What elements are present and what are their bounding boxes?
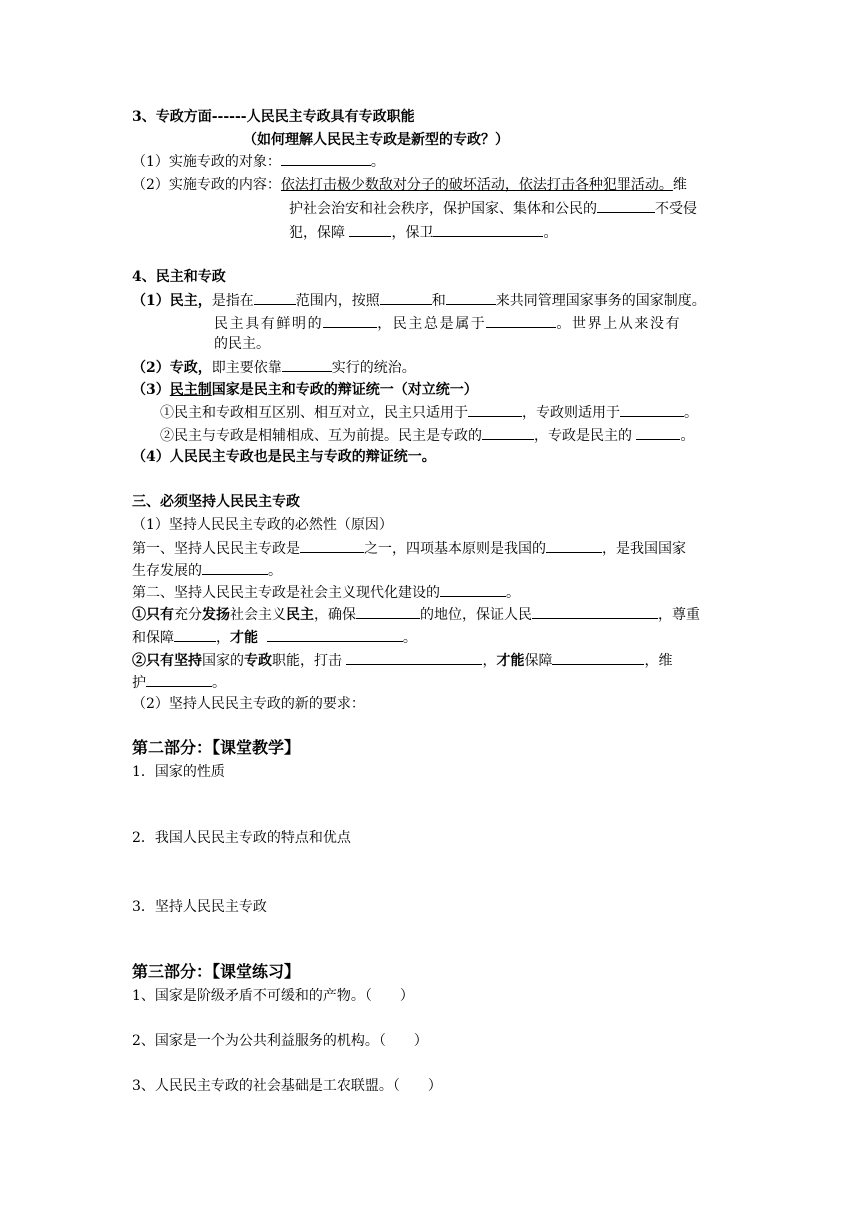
part3-d-end: 。 [212,675,226,691]
blank[interactable] [346,650,482,665]
s4-p3-item2 [160,425,694,445]
s4-p1-text: 是指在 [211,293,254,309]
part-two-item-3: 3．坚持人民民主专政 [132,899,267,915]
s3-item2-line2-end: 不受侵 [655,201,697,217]
s4-p1-text2: 范围内，按照 [295,293,380,309]
s3-item2-line3-text: 犯，保障 [289,225,345,241]
part3-d-text8: ，维 [644,653,673,669]
part-two-title: 第二部分：【课堂教学】 [132,738,301,757]
s3-item2-line3 [289,222,557,242]
blank[interactable] [636,425,680,440]
blank[interactable] [323,313,377,328]
s3-item2 [132,175,687,195]
s4-p1-text4: 来共同管理国家事务的国家制度。 [495,293,706,309]
part3-c-text11: 才能 [230,630,258,646]
part-three-item-2: 2、国家是一个为公共利益服务的机构。（ ） [132,1033,428,1049]
part3-d-text3: 专政 [244,653,272,669]
part3-d-text7: 保障 [524,653,553,669]
blank[interactable] [281,151,371,166]
part-two-item-1: 1．国家的性质 [132,764,225,780]
s4-p3-item1 [160,402,698,422]
part3-c-text2: 充分 [174,607,202,623]
part3-c-line2 [132,627,417,647]
s4-p1-line2-text2: ，民主总是属于 [377,316,487,332]
blank[interactable] [546,538,602,553]
blank[interactable] [468,402,522,417]
part3-n1: （1）坚持人民民主专政的必然性（原因） [132,517,393,533]
part-three-title: 第三部分：【课堂练习】 [132,962,301,981]
part3-a-text3: ，是我国国家 [602,541,686,557]
s4-p1-line2-text: 民主具有鲜明的 [214,316,324,332]
part3-c-line1 [132,604,700,624]
blank[interactable] [300,538,364,553]
s4-p1-line2 [214,313,681,333]
part-two-item-2: 2．我国人民民主专政的特点和优点 [132,830,351,846]
blank[interactable] [486,313,556,328]
part3-a-text2: 之一，四项基本原则是我国的 [364,541,546,557]
s3-item2-line3-mid: ，保卫 [391,225,434,241]
part3-c-text10: ， [216,630,230,646]
s4-p3-item2-text2: ，专政是民主的 [534,428,632,444]
part3-d-text9: 护 [132,675,146,691]
blank[interactable] [552,650,644,665]
s3-item2-text: （2）实施专政的内容： [132,177,281,193]
s4-p1 [132,290,706,310]
part3-c-text9: 和保障 [132,630,174,646]
blank[interactable] [446,290,496,305]
s3-item2-line2 [289,198,697,218]
s4-p3-item2-text: ②民主与专政是相辅相成、互为前提。民主是专政的 [160,428,482,444]
blank[interactable] [597,198,655,213]
part3-d-text4: 职能，打击 [272,653,342,669]
part3-c-text3: 发扬 [202,607,230,623]
s4-p3-item1-text: ①民主和专政相互区别、相互对立，民主只适用于 [160,405,468,421]
s4-p4: （4）人民民主专政也是民主与专政的辩证统一。 [132,449,436,465]
blank[interactable] [620,402,684,417]
s4-p2-text2: 实行的统治。 [331,360,416,376]
s3-title: 3、专政方面------人民民主专政具有专政职能 [132,109,415,125]
part3-a-text4: 生存发展的 [132,563,202,579]
s4-p3-item2-end: 。 [680,428,695,444]
s4-p2 [132,357,416,377]
blank[interactable] [254,290,296,305]
part3-c-text8: ，尊重 [658,607,700,623]
part3-a-line1 [132,538,686,558]
s4-p3-underlined: 民主制 [169,382,212,398]
blank[interactable] [349,222,391,237]
blank[interactable] [433,222,543,237]
s4-p2-text: 即主要依靠 [211,360,282,376]
blank[interactable] [440,582,506,597]
s4-p3 [132,380,478,400]
s4-p1-line2-text3: 。世界上从来没有 [556,316,682,332]
part-three-item-1: 1、国家是阶级矛盾不可缓和的产物。（ ） [132,988,414,1004]
part3-b-end: 。 [506,585,520,601]
part3-d-line2 [132,672,226,692]
s4-p1-text3: 和 [431,293,446,309]
part3-b-text: 第二、坚持人民民主专政是社会主义现代化建设的 [132,585,440,601]
s3-question: （如何理解人民民主专政是新型的专政？） [243,132,509,148]
part3-d-text6: 才能 [496,653,525,669]
part3-b-line [132,582,520,602]
part3-c-text5: 民主 [286,607,314,623]
s3-item1-text: （1）实施专政的对象： [132,154,281,170]
part3-a-text1: 第一、坚持人民民主专政是 [132,541,300,557]
part3-c-text6: ，确保 [314,607,356,623]
blank[interactable] [282,357,332,372]
s4-title: 4、民主和专政 [132,269,226,285]
part3-a-line2 [132,560,282,580]
part3-c-text7: 的地位，保证人民 [420,607,532,623]
blank[interactable] [267,627,403,642]
blank[interactable] [532,604,658,619]
part3-n2: （2）坚持人民民主专政的新的要求： [132,696,365,712]
part3-c-text4: 社会主义 [230,607,286,623]
blank[interactable] [482,425,534,440]
part3-c-end: 。 [402,630,417,646]
s4-p3-label: （3） [132,382,170,398]
blank[interactable] [202,560,268,575]
part3-title: 三、必须坚持人民民主专政 [132,494,300,510]
s3-item2-line3-end: 。 [543,225,558,241]
part3-a-end: 。 [268,563,282,579]
part3-c-text1: ①只有 [132,607,174,623]
s4-p1-label: （1）民主， [132,293,212,309]
s4-p1-line3: 的民主。 [214,336,270,352]
s3-item2-line2-text: 护社会治安和社会秩序，保护国家、集体和公民的 [289,201,597,217]
part3-d-text2: 国家的 [202,653,244,669]
s3-item2-underlined: 依法打击极少数敌对分子的破坏活动，依法打击各种犯罪活动。 [280,177,673,193]
s4-p2-label: （2）专政， [132,360,212,376]
part3-d-line1 [132,650,672,670]
s4-p3-item1-text2: ，专政则适用于 [522,405,620,421]
s3-item2-end: 维 [672,177,687,193]
s3-item1 [132,151,385,171]
s4-p3-item1-end: 。 [684,405,698,421]
blank[interactable] [356,604,420,619]
blank[interactable] [380,290,432,305]
part3-d-text5: ， [482,653,497,669]
s4-p3-text: 国家是民主和专政的辩证统一（对立统一） [211,382,478,398]
part-three-item-3: 3、人民民主专政的社会基础是工农联盟。（ ） [132,1078,442,1094]
part3-d-text1: ②只有坚持 [132,653,202,669]
s3-item1-end: 。 [370,154,385,170]
blank[interactable] [174,627,216,642]
blank[interactable] [146,672,212,687]
